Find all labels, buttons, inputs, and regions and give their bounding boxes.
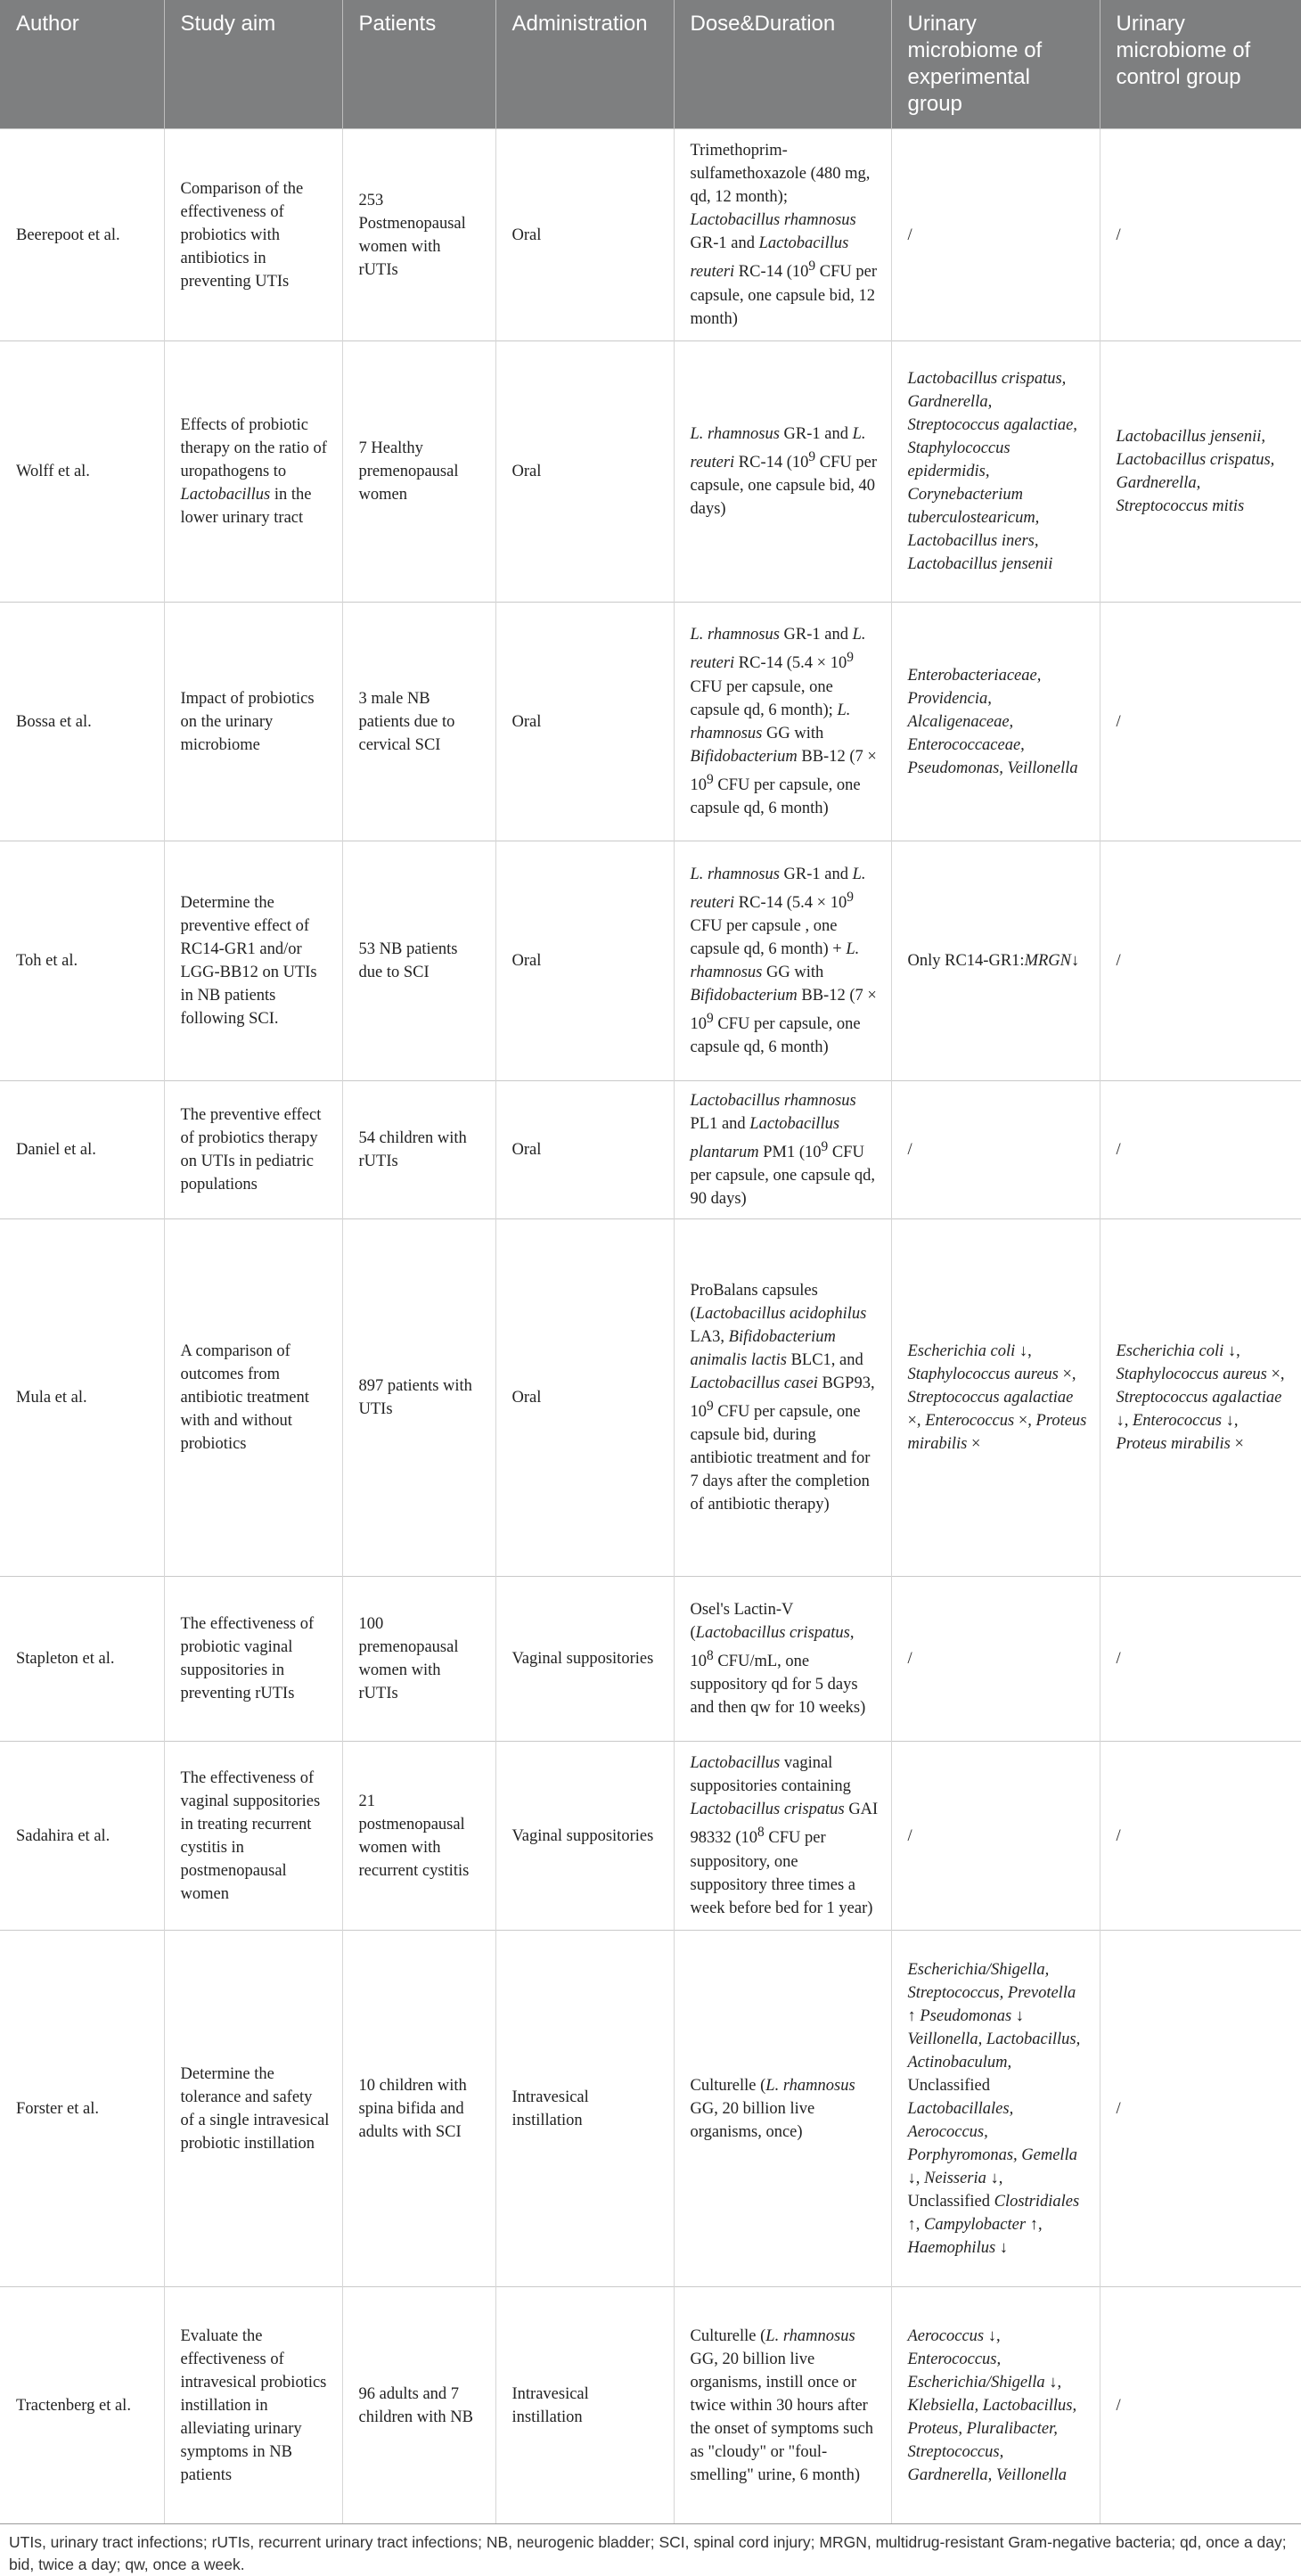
dose-duration-cell: Lactobacillus rhamnosus PL1 and Lactobacillus plantarum PM1 ($10^9$ CFU per capsule, one capsule qd, 90 days)	[674, 1081, 891, 1219]
patients-cell: 897 patients with UTIs	[342, 1219, 495, 1577]
study-aim-cell: A comparison of outcomes from antibiotic treatment with and without probiotics	[164, 1219, 342, 1577]
table-row	[0, 603, 1301, 841]
author-cell: Toh et al.	[0, 841, 164, 1081]
table-row	[0, 129, 1301, 341]
administration-cell: Oral	[495, 1219, 674, 1577]
dose-duration-cell: Osel's Lactin-V (Lactobacillus crispatus, $10^8$ CFU/mL, one suppository qd for 5 days and then qw for 10 weeks)	[674, 1577, 891, 1742]
table-header	[0, 0, 1301, 129]
administration-cell: Intravesical instillation	[495, 1931, 674, 2287]
table-body	[0, 129, 1301, 2524]
header-patients: Patients	[342, 0, 495, 129]
study-aim-cell: The effectiveness of vaginal suppositories in treating recurrent cystitis in postmenopausal women	[164, 1742, 342, 1931]
control-microbiome-cell: Lactobacillus jensenii, Lactobacillus crispatus, Gardnerella, Streptococcus mitis	[1100, 341, 1301, 603]
table-row	[0, 1577, 1301, 1742]
experimental-microbiome-cell: Only RC14-GR1:MRGN↓	[891, 841, 1100, 1081]
control-microbiome-cell: /	[1100, 841, 1301, 1081]
table-row	[0, 2287, 1301, 2524]
control-microbiome-cell: /	[1100, 603, 1301, 841]
experimental-microbiome-cell: /	[891, 1742, 1100, 1931]
administration-cell: Oral	[495, 841, 674, 1081]
study-aim-cell: Determine the preventive effect of RC14-GR1 and/or LGG-BB12 on UTIs in NB patients following SCI.	[164, 841, 342, 1081]
author-cell: Bossa et al.	[0, 603, 164, 841]
patients-cell: 54 children with rUTIs	[342, 1081, 495, 1219]
experimental-microbiome-cell: /	[891, 1577, 1100, 1742]
administration-cell: Vaginal suppositories	[495, 1577, 674, 1742]
patients-cell: 96 adults and 7 children with NB	[342, 2287, 495, 2524]
administration-cell: Oral	[495, 1081, 674, 1219]
control-microbiome-cell: /	[1100, 1081, 1301, 1219]
author-cell: Daniel et al.	[0, 1081, 164, 1219]
patients-cell: 253 Postmenopausal women with rUTIs	[342, 129, 495, 341]
author-cell: Mula et al.	[0, 1219, 164, 1577]
administration-cell: Vaginal suppositories	[495, 1742, 674, 1931]
control-microbiome-cell: /	[1100, 129, 1301, 341]
dose-duration-cell: L. rhamnosus GR-1 and L. reuteri RC-14 ($5.4 \times 10^9$ CFU per capsule, one capsule qd, 6 month); L. rhamnosus GG with Bifidobacterium BB-12 ($7 \times 10^9$ CFU per capsule, one capsule qd, 6 month)	[674, 603, 891, 841]
table-row	[0, 841, 1301, 1081]
author-cell: Sadahira et al.	[0, 1742, 164, 1931]
experimental-microbiome-cell: /	[891, 129, 1100, 341]
administration-cell: Oral	[495, 341, 674, 603]
study-aim-cell: The effectiveness of probiotic vaginal suppositories in preventing rUTIs	[164, 1577, 342, 1742]
header-control-microbiome: Urinary microbiome of control group	[1100, 0, 1301, 129]
author-cell: Wolff et al.	[0, 341, 164, 603]
patients-cell: 10 children with spina bifida and adults with SCI	[342, 1931, 495, 2287]
administration-cell: Oral	[495, 603, 674, 841]
administration-cell: Oral	[495, 129, 674, 341]
table-row	[0, 1742, 1301, 1931]
table-row	[0, 1931, 1301, 2287]
author-cell: Forster et al.	[0, 1931, 164, 2287]
control-microbiome-cell: /	[1100, 1742, 1301, 1931]
experimental-microbiome-cell: Aerococcus ↓, Enterococcus, Escherichia/Shigella ↓, Klebsiella, Lactobacillus, Proteus, Pluralibacter, Streptococcus, Gardnerella, Veillonella	[891, 2287, 1100, 2524]
study-aim-cell: Effects of probiotic therapy on the ratio of uropathogens to Lactobacillus in the lower urinary tract	[164, 341, 342, 603]
experimental-microbiome-cell: /	[891, 1081, 1100, 1219]
author-cell: Stapleton et al.	[0, 1577, 164, 1742]
experimental-microbiome-cell: Lactobacillus crispatus, Gardnerella, Streptococcus agalactiae, Staphylococcus epidermidis, Corynebacterium tuberculostearicum, Lactobacillus iners, Lactobacillus jensenii	[891, 341, 1100, 603]
control-microbiome-cell: Escherichia coli ↓, Staphylococcus aureus ×, Streptococcus agalactiae ↓, Enterococcus ↓, Proteus mirabilis ×	[1100, 1219, 1301, 1577]
table-row	[0, 341, 1301, 603]
header-administration: Administration	[495, 0, 674, 129]
dose-duration-cell: ProBalans capsules (Lactobacillus acidophilus LA3, Bifidobacterium animalis lactis BLC1, and Lactobacillus casei BGP93, $10^9$ CFU per capsule, one capsule bid, during antibiotic treatment and for 7 days after the completion of antibiotic therapy)	[674, 1219, 891, 1577]
header-author: Author	[0, 0, 164, 129]
patients-cell: 3 male NB patients due to cervical SCI	[342, 603, 495, 841]
experimental-microbiome-cell: Escherichia coli ↓, Staphylococcus aureus ×, Streptococcus agalactiae ×, Enterococcus ×, Proteus mirabilis ×	[891, 1219, 1100, 1577]
header-dose-duration: Dose&Duration	[674, 0, 891, 129]
control-microbiome-cell: /	[1100, 1931, 1301, 2287]
dose-duration-cell: Culturelle (L. rhamnosus GG, 20 billion live organisms, instill once or twice within 30 hours after the onset of symptoms such as "cloudy" or "foul-smelling" urine, 6 month)	[674, 2287, 891, 2524]
dose-duration-cell: Trimethoprim-sulfamethoxazole (480 mg, qd, 12 month); Lactobacillus rhamnosus GR-1 and Lactobacillus reuteri RC-14 ($10^9$ CFU per capsule, one capsule bid, 12 month)	[674, 129, 891, 341]
patients-cell: 21 postmenopausal women with recurrent cystitis	[342, 1742, 495, 1931]
study-aim-cell: Impact of probiotics on the urinary microbiome	[164, 603, 342, 841]
patients-cell: 100 premenopausal women with rUTIs	[342, 1577, 495, 1742]
header-experimental-microbiome: Urinary microbiome of experimental group	[891, 0, 1100, 129]
control-microbiome-cell: /	[1100, 2287, 1301, 2524]
patients-cell: 7 Healthy premenopausal women	[342, 341, 495, 603]
author-cell: Beerepoot et al.	[0, 129, 164, 341]
author-cell: Tractenberg et al.	[0, 2287, 164, 2524]
header-row	[0, 0, 1301, 129]
dose-duration-cell: Culturelle (L. rhamnosus GG, 20 billion live organisms, once)	[674, 1931, 891, 2287]
administration-cell: Intravesical instillation	[495, 2287, 674, 2524]
patients-cell: 53 NB patients due to SCI	[342, 841, 495, 1081]
table-row	[0, 1081, 1301, 1219]
dose-duration-cell: L. rhamnosus GR-1 and L. reuteri RC-14 ($10^9$ CFU per capsule, one capsule bid, 40 days)	[674, 341, 891, 603]
header-study-aim: Study aim	[164, 0, 342, 129]
table-footnote: UTIs, urinary tract infections; rUTIs, recurrent urinary tract infections; NB, neurogenic bladder; SCI, spinal cord injury; MRGN, multidrug-resistant Gram-negative bacteria; qd, once a day; bid, twice a day; qw, once a week.	[9, 2533, 1287, 2573]
table-row	[0, 1219, 1301, 1577]
study-aim-cell: Determine the tolerance and safety of a single intravesical probiotic instillation	[164, 1931, 342, 2287]
study-aim-cell: Comparison of the effectiveness of probiotics with antibiotics in preventing UTIs	[164, 129, 342, 341]
experimental-microbiome-cell: Enterobacteriaceae, Providencia, Alcaligenaceae, Enterococcaceae, Pseudomonas, Veillonella	[891, 603, 1100, 841]
study-aim-cell: The preventive effect of probiotics therapy on UTIs in pediatric populations	[164, 1081, 342, 1219]
control-microbiome-cell: /	[1100, 1577, 1301, 1742]
dose-duration-cell: Lactobacillus vaginal suppositories containing Lactobacillus crispatus GAI 98332 ($10^8$ CFU per suppository, one suppository three times a week before bed for 1 year)	[674, 1742, 891, 1931]
experimental-microbiome-cell: Escherichia/Shigella, Streptococcus, Prevotella ↑ Pseudomonas ↓ Veillonella, Lactobacillus, Actinobaculum, Unclassified Lactobacillales, Aerococcus, Porphyromonas, Gemella ↓, Neisseria ↓, Unclassified Clostridiales ↑, Campylobacter ↑, Haemophilus ↓	[891, 1931, 1100, 2287]
study-aim-cell: Evaluate the effectiveness of intravesical probiotics instillation in alleviating urinary symptoms in NB patients	[164, 2287, 342, 2524]
dose-duration-cell: L. rhamnosus GR-1 and L. reuteri RC-14 ($5.4 \times 10^9$ CFU per capsule , one capsule qd, 6 month) + L. rhamnosus GG with Bifidobacterium BB-12 ($7 \times 10^9$ CFU per capsule, one capsule qd, 6 month)	[674, 841, 891, 1081]
